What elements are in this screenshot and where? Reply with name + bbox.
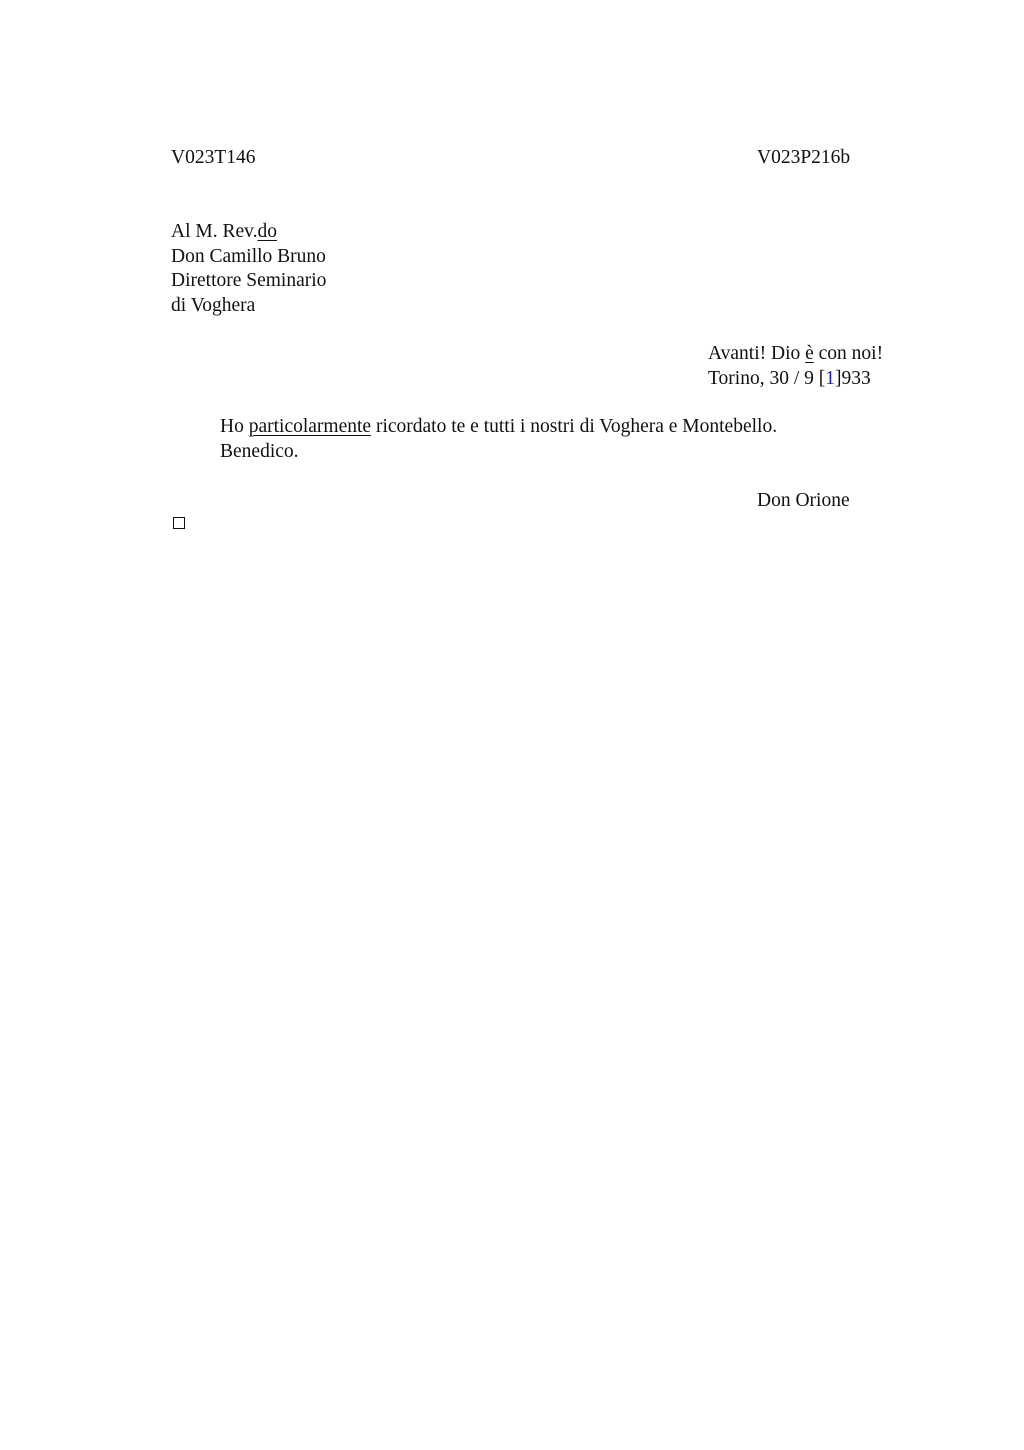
- motto-underlined-word: è: [805, 343, 814, 364]
- signature: Don Orione: [757, 490, 850, 511]
- document-code-right: V023P216b: [757, 147, 851, 168]
- address-block: [171, 220, 326, 318]
- date-line: [708, 367, 883, 392]
- motto-date-block: [708, 342, 883, 391]
- body-line-2: Benedico.: [220, 441, 299, 462]
- address-line-1: [171, 220, 326, 245]
- motto-text-start: Avanti! Dio: [708, 343, 806, 364]
- checkbox-empty-icon: [173, 517, 185, 529]
- date-text-end: ]933: [835, 367, 871, 389]
- body-text-end: ricordato te e tutti i nostri di Voghera e Montebello.: [371, 416, 778, 437]
- body-underlined-word: particolarmente: [248, 416, 372, 437]
- address-line-2: Don Camillo Bruno: [171, 245, 326, 267]
- date-text-start: Torino, 30 / 9 [: [708, 367, 826, 389]
- body-text-start: Ho: [220, 416, 249, 437]
- motto-line: [708, 342, 883, 367]
- address-title: Al M. Rev.: [171, 221, 258, 242]
- date-inserted-digit: 1: [825, 367, 835, 389]
- motto-text-end: con noi!: [813, 343, 884, 364]
- address-line-4: di Voghera: [171, 294, 256, 316]
- letter-body: [220, 415, 777, 465]
- body-line-1: [220, 415, 777, 440]
- address-title-abbrev: do: [257, 221, 277, 242]
- address-line-3: Direttore Seminario: [171, 270, 327, 291]
- document-code-left: V023T146: [171, 147, 256, 168]
